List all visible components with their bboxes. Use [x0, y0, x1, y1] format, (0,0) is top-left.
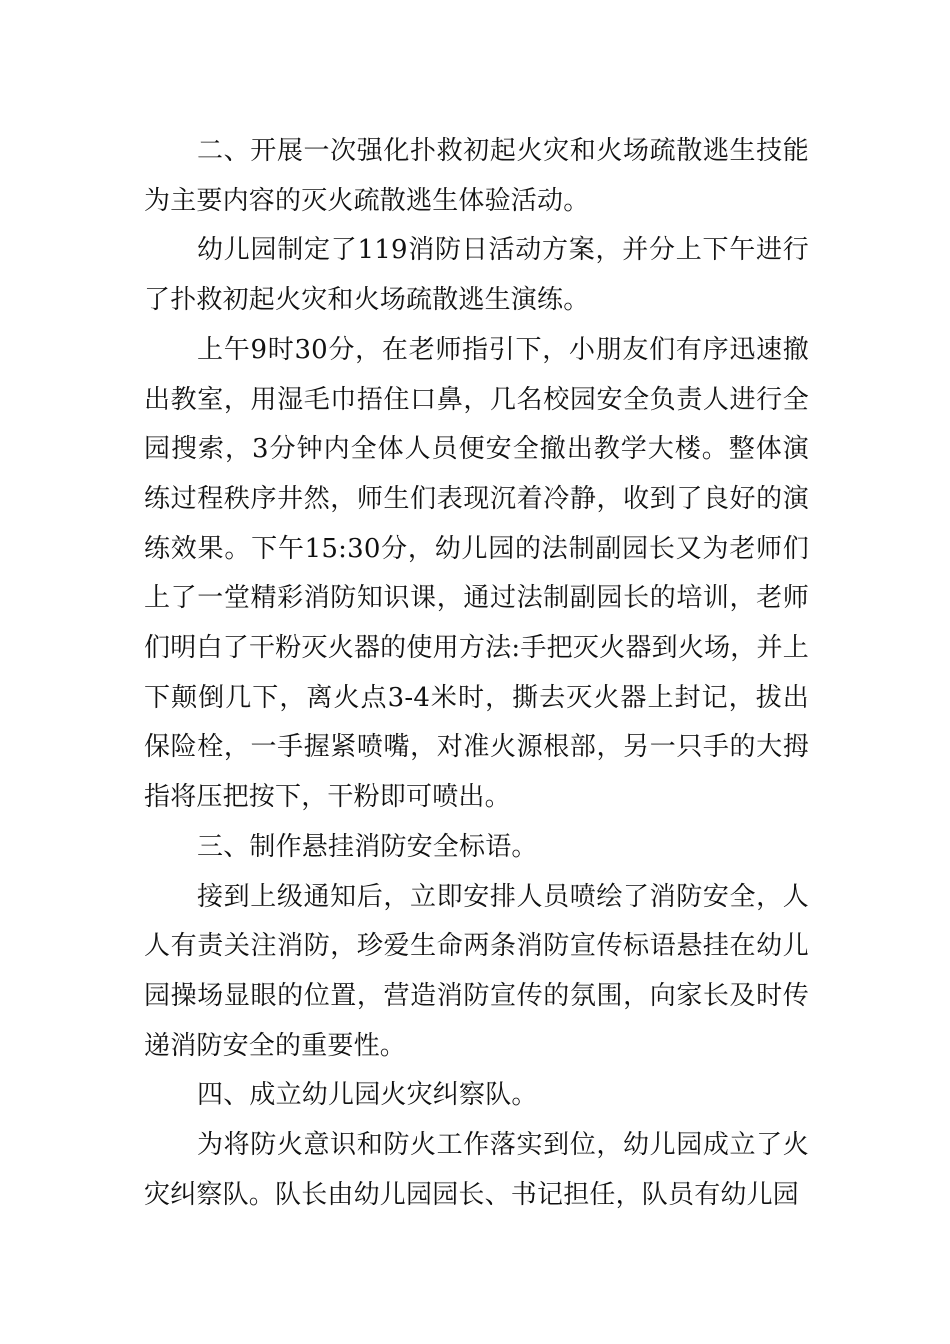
document-body: [144, 127, 809, 1220]
paragraph-heading-2: 二、开展一次强化扑救初起火灾和火场疏散逃生技能为主要内容的灭火疏散逃生体验活动。: [144, 136, 809, 216]
paragraph-plan: 幼儿园制定了119消防日活动方案，并分上下午进行了扑救初起火灾和火场疏散逃生演练。: [144, 235, 809, 316]
paragraph-heading-4: 四、成立幼儿园火灾纠察队。: [197, 1080, 538, 1111]
paragraph-slogans: 接到上级通知后，立即安排人员喷绘了消防安全，人人有责关注消防，珍爱生命两条消防宣传标语悬挂在幼儿园操场显眼的位置，营造消防宣传的氛围，向家长及时传递消防安全的重要性。: [144, 881, 809, 1061]
paragraph-drill: 上午9时30分，在老师指引下，小朋友们有序迅速撤出教室，用湿毛巾捂住口鼻，几名校园安全负责人进行全园搜索，3分钟内全体人员便安全撤出教学大楼。整体演练过程秩序井然，师生们表现沉着冷静，收到了良好的演练效果。下午15:30分，幼儿园的法制副园长又为老师们上了一堂精彩消防知识课，通过法制副园长的培训，老师们明白了干粉灭火器的使用方法:手把灭火器到火场，并上下颠倒几下，离火点3-4米时，撕去灭火器上封记，拔出保险栓，一手握紧喷嘴，对准火源根部，另一只手的大拇指将压把按下，干粉即可喷出。: [144, 334, 809, 813]
paragraph-patrol: 为将防火意识和防火工作落实到位，幼儿园成立了火灾纠察队。队长由幼儿园园长、书记担任，队员有幼儿园: [144, 1130, 809, 1210]
paragraph-heading-3: 三、制作悬挂消防安全标语。: [197, 831, 538, 862]
